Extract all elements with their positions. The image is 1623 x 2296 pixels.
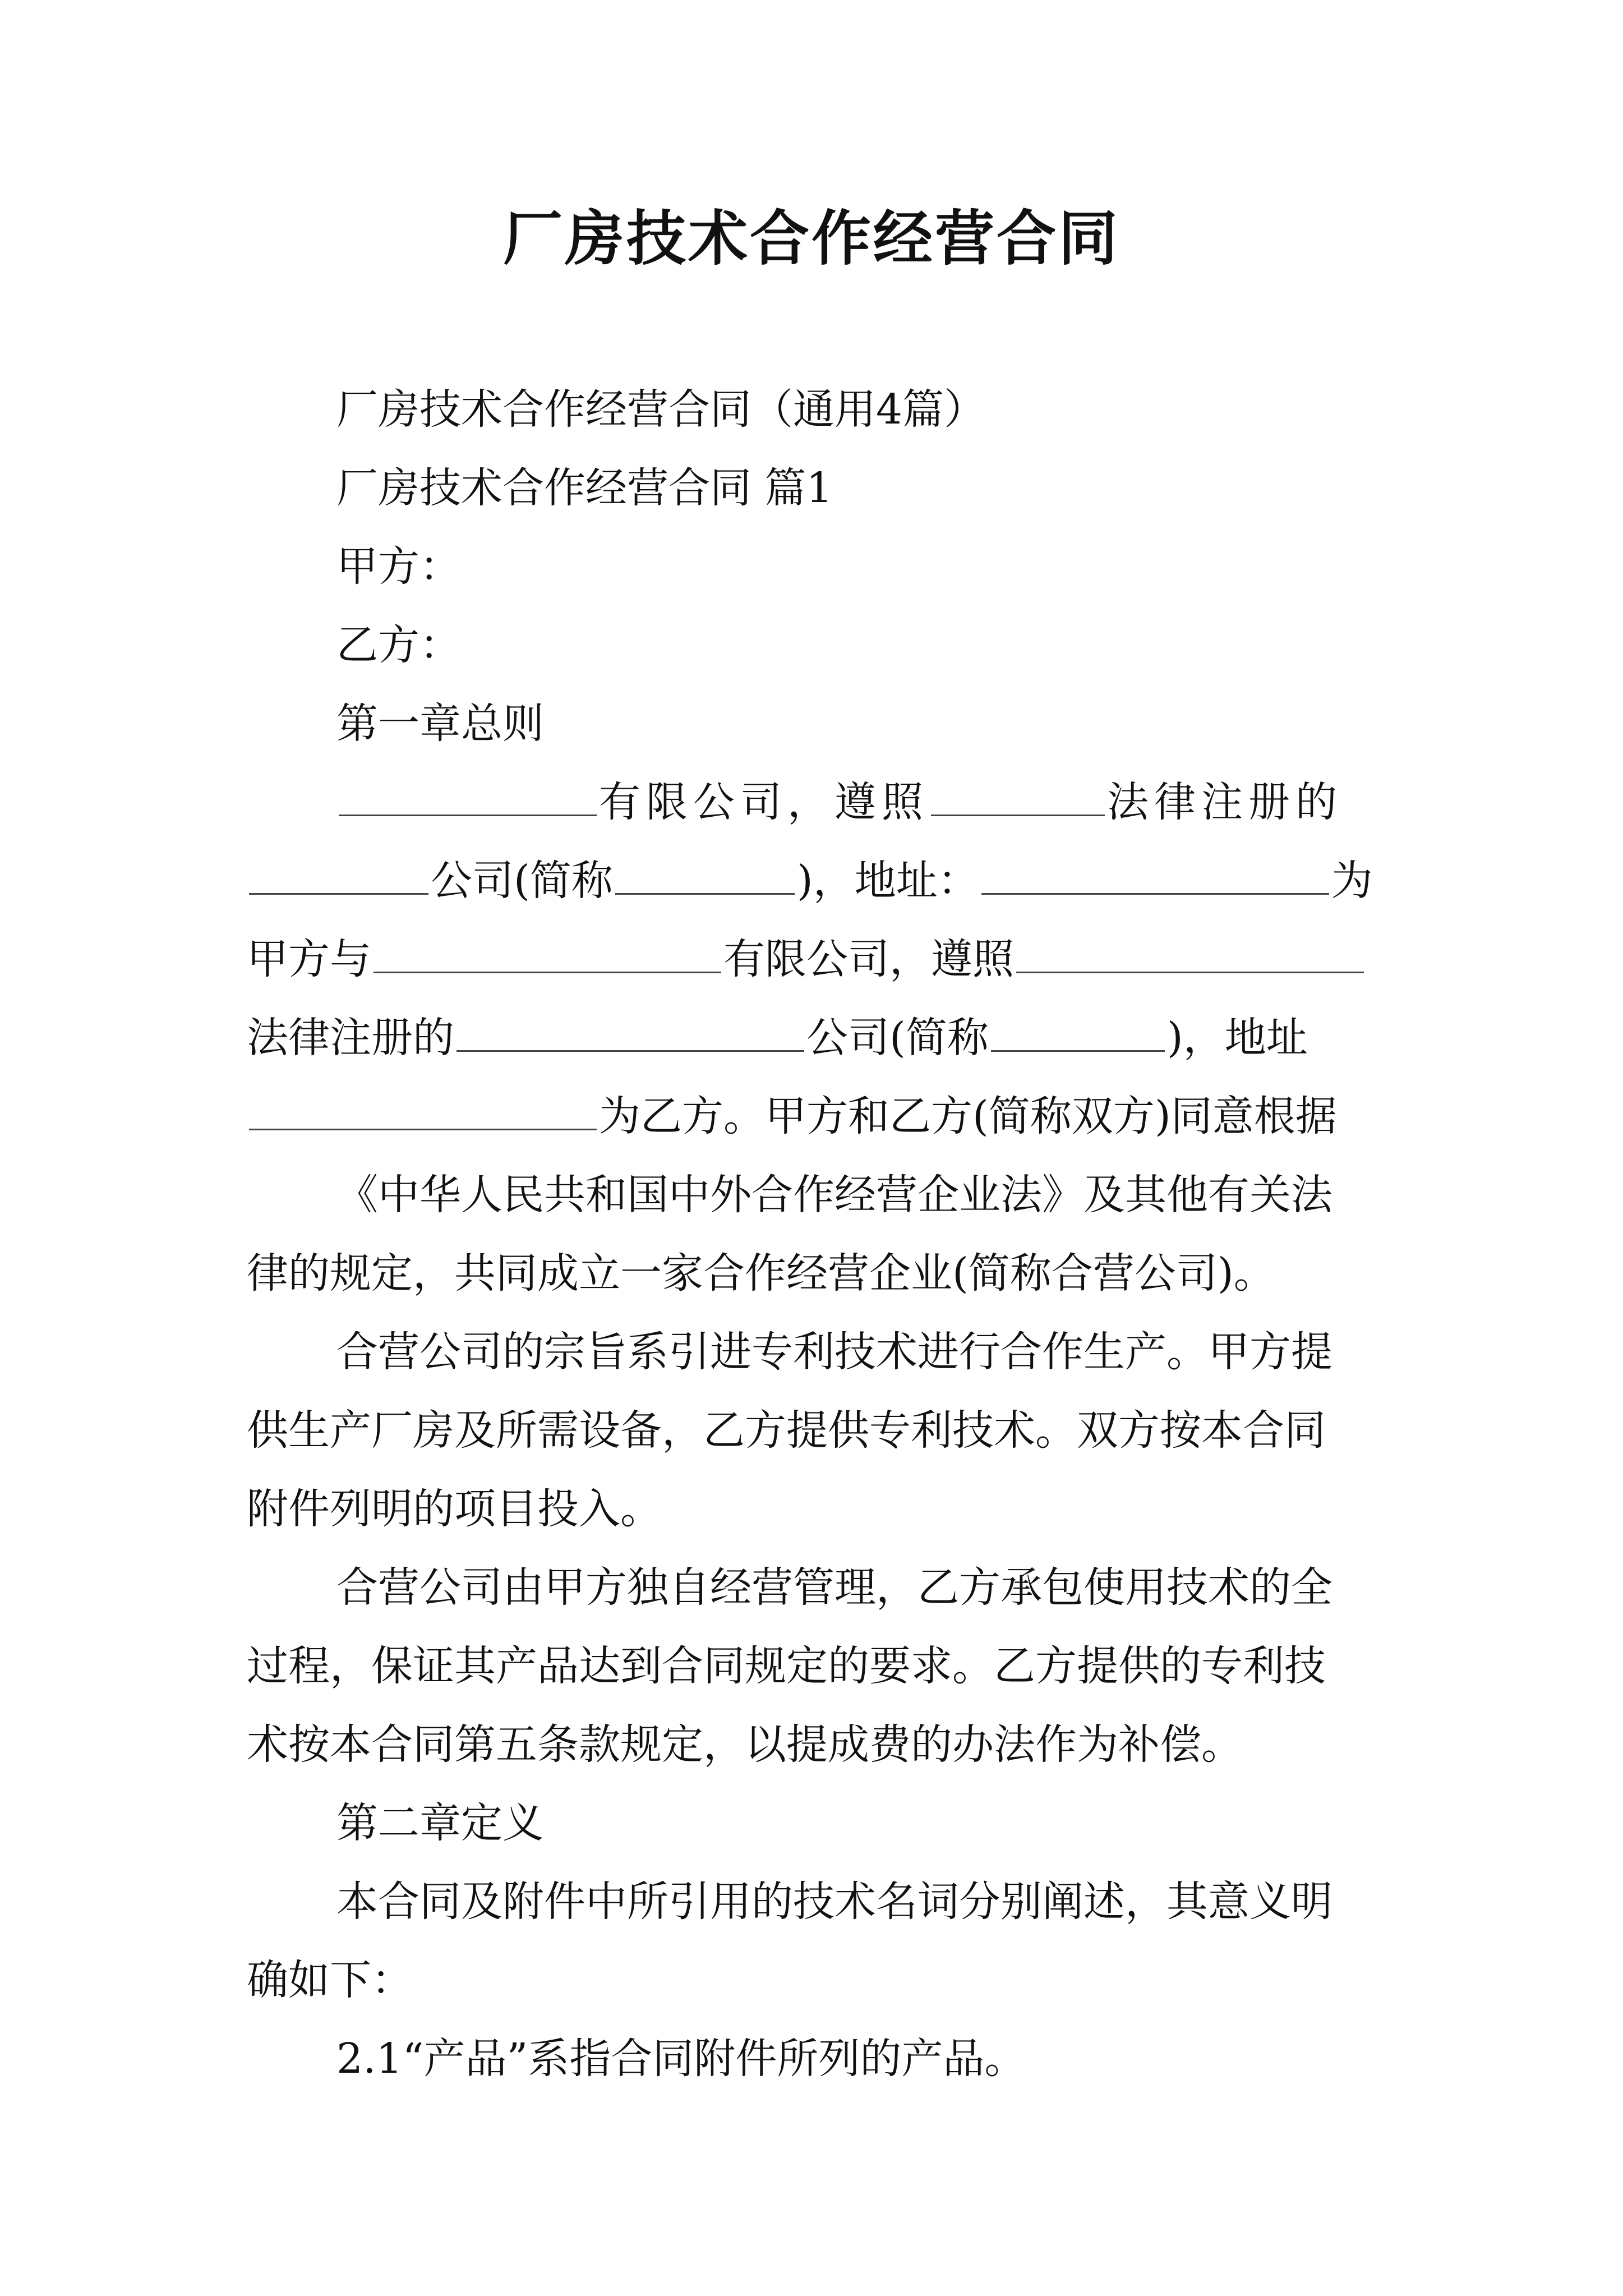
paragraph-6: 2.1“产品”系指合同附件所列的产品。 (336, 2035, 1026, 2083)
chapter-2-heading: 第二章定义 (336, 1799, 544, 1847)
fill-blank (374, 969, 721, 973)
fill-blank (615, 891, 795, 895)
section-heading: 厂房技术合作经营合同 篇1 (336, 464, 833, 512)
fill-blank (1016, 969, 1364, 973)
paragraph-1-line-3: 甲方与 有限公司，遵照 (247, 931, 1391, 987)
chapter-1-heading: 第一章总则 (336, 700, 544, 748)
paragraph-3-line-2: 供生产厂房及所需设备，乙方提供专利技术。双方按本合同 (247, 1406, 1326, 1455)
fill-blank (931, 812, 1105, 816)
paragraph-1-line-2: 公司(简称 )，地址： 为 (247, 853, 1391, 909)
fill-blank (457, 1048, 804, 1052)
paragraph-5-line-1: 本合同及附件中所引用的技术名词分别阐述，其意义明 (336, 1878, 1332, 1926)
paragraph-4-line-3: 术按本合同第五条款规定，以提成费的办法作为补偿。 (247, 1720, 1243, 1769)
paragraph-4-line-1: 合营公司由甲方独自经营管理，乙方承包使用技术的全 (336, 1563, 1332, 1612)
party-a-label: 甲方： (336, 542, 461, 591)
paragraph-1-line-5: 为乙方。甲方和乙方(简称双方)同意根据 (247, 1088, 1391, 1144)
paragraph-2-line-1: 《中华人民共和国中外合作经营企业法》及其他有关法 (336, 1171, 1332, 1219)
fill-blank (339, 812, 597, 816)
paragraph-3-line-1: 合营公司的宗旨系引进专利技术进行合作生产。甲方提 (336, 1328, 1332, 1376)
paragraph-2-line-2: 律的规定，共同成立一家合作经营企业(简称合营公司)。 (247, 1249, 1275, 1297)
fill-blank (991, 1048, 1165, 1052)
document-subtitle: 厂房技术合作经营合同（通用4篇） (336, 385, 986, 434)
paragraph-1-line-1: 有限公司，遵照 法律注册的 (336, 774, 1391, 830)
party-b-label: 乙方： (336, 621, 461, 669)
paragraph-3-line-3: 附件列明的项目投入。 (247, 1485, 662, 1533)
paragraph-4-line-2: 过程，保证其产品达到合同规定的要求。乙方提供的专利技 (247, 1642, 1326, 1690)
document-title: 厂房技术合作经营合同 (503, 203, 1120, 273)
fill-blank (249, 1126, 597, 1130)
paragraph-1-line-4: 法律注册的 公司(简称 )，地址 (247, 1014, 1308, 1062)
fill-blank (981, 891, 1329, 895)
paragraph-5-line-2: 确如下： (247, 1956, 413, 2004)
fill-blank (249, 891, 428, 895)
